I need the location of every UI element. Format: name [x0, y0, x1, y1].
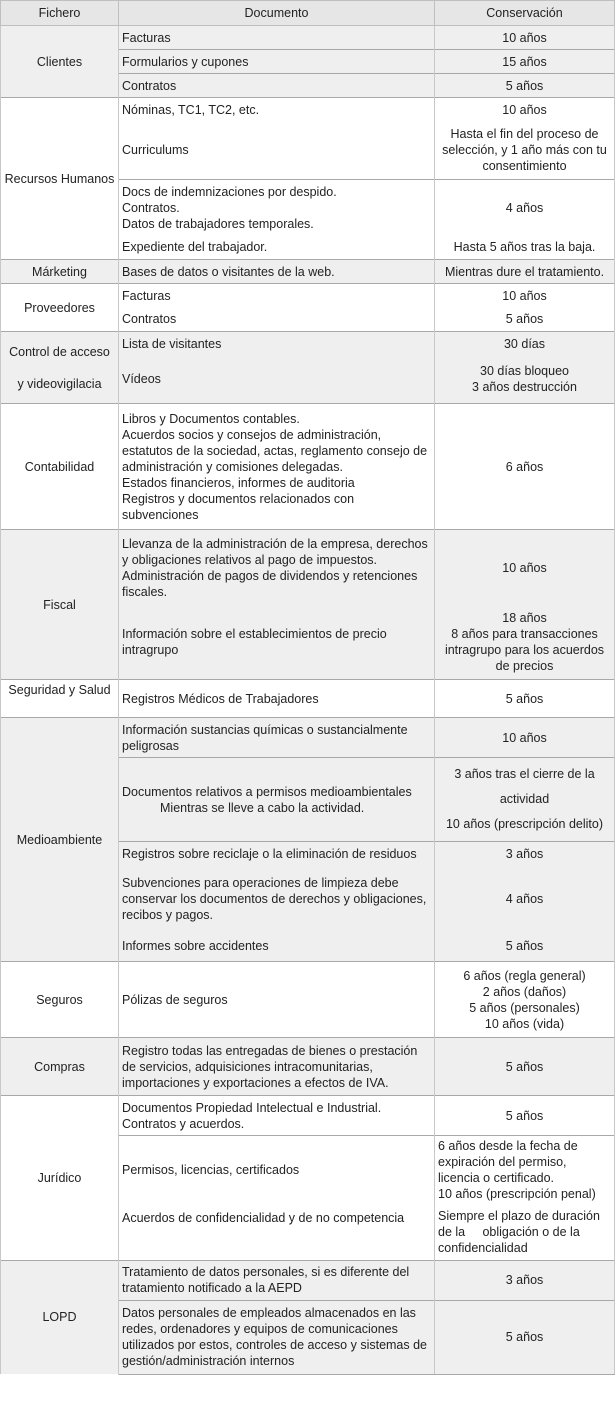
- table-row: [1, 962, 615, 1038]
- doc-cell: Registros Médicos de Trabajadores: [119, 680, 435, 718]
- table-row: [1, 332, 615, 356]
- table-row: [1, 1096, 615, 1136]
- doc-line: Documentos relativos a permisos medioambientales: [122, 784, 412, 799]
- keep-cell: 5 años: [435, 1300, 615, 1374]
- keep-cell: [435, 962, 615, 1038]
- keep-cell: 10 años: [435, 530, 615, 606]
- doc-cell: Permisos, licencias, certificados: [119, 1136, 435, 1205]
- keep-line: 6 años (regla general): [463, 968, 586, 983]
- fichero-medioambiente: Medioambiente: [1, 718, 119, 962]
- doc-cell: [119, 404, 435, 530]
- doc-line: Llevanza de la administración de la empresa, derechos y obligaciones relativos al pago de impuestos.: [122, 536, 428, 567]
- keep-cell: Hasta 5 años tras la baja.: [435, 236, 615, 260]
- keep-cell: 5 años: [435, 932, 615, 962]
- doc-line: Documentos Propiedad Intelectual e Industrial.: [122, 1100, 382, 1115]
- doc-cell: [119, 1096, 435, 1136]
- fichero-recursos-humanos: Recursos Humanos: [1, 98, 119, 260]
- keep-cell: Mientras dure el tratamiento.: [435, 260, 615, 284]
- keep-cell: 10 años: [435, 718, 615, 758]
- header-documento: Documento: [119, 1, 435, 26]
- keep-cell: 5 años: [435, 308, 615, 332]
- keep-cell: [435, 606, 615, 680]
- fichero-seguros: Seguros: [1, 962, 119, 1038]
- table-row: [1, 404, 615, 530]
- doc-cell: Subvenciones para operaciones de limpieza debe conservar los documentos de derechos y obligaciones, recibos y pagos.: [119, 866, 435, 932]
- keep-cell: 5 años: [435, 74, 615, 98]
- keep-line: 5 años (personales): [469, 1000, 580, 1015]
- doc-line: Acuerdos socios y consejos de administración, estatutos de la sociedad, actas, reglamento consejo de administración y comisiones delegadas.: [122, 427, 428, 474]
- keep-cell: 10 años: [435, 26, 615, 50]
- fichero-marketing: Márketing: [1, 260, 119, 284]
- doc-cell: Registro todas las entregadas de bienes o prestación de servicios, adquisiciones intracomunitarias, importaciones y exportaciones a efectos de IVA.: [119, 1038, 435, 1096]
- doc-line: Contratos y acuerdos.: [122, 1116, 245, 1131]
- fichero-control-acceso: [1, 332, 119, 404]
- table-header-row: [1, 1, 615, 26]
- fichero-clientes: Clientes: [1, 26, 119, 98]
- doc-cell: Pólizas de seguros: [119, 962, 435, 1038]
- keep-cell: 10 años: [435, 98, 615, 122]
- fichero-seguridad-salud: Seguridad y Salud: [1, 680, 119, 718]
- doc-line: Docs de indemnizaciones por despido.: [122, 184, 337, 199]
- doc-cell: Contratos: [119, 308, 435, 332]
- doc-cell: Lista de visitantes: [119, 332, 435, 356]
- doc-cell: Formularios y cupones: [119, 50, 435, 74]
- table-row: [1, 1260, 615, 1300]
- doc-line: Datos de trabajadores temporales.: [122, 216, 314, 231]
- fichero-fiscal: Fiscal: [1, 530, 119, 680]
- keep-line: 8 años para transacciones intragrupo para los acuerdos de precios: [444, 627, 605, 674]
- keep-cell: Hasta el fin del proceso de selección, y 1 año más con tu consentimiento: [435, 122, 615, 180]
- table-row: [1, 98, 615, 122]
- doc-cell: Información sobre el establecimientos de precio intragrupo: [119, 606, 435, 680]
- keep-line: 10 años (vida): [484, 1016, 565, 1031]
- keep-line: 3 años destrucción: [472, 380, 577, 395]
- keep-cell: 5 años: [435, 1096, 615, 1136]
- doc-cell: Registros sobre reciclaje o la eliminación de residuos: [119, 842, 435, 866]
- doc-cell: Facturas: [119, 284, 435, 308]
- doc-cell: Facturas: [119, 26, 435, 50]
- doc-line: Estados financieros, informes de auditoria: [122, 475, 355, 490]
- table-row: [1, 1038, 615, 1096]
- doc-cell: Vídeos: [119, 356, 435, 404]
- fichero-lopd: LOPD: [1, 1260, 119, 1374]
- doc-cell: Tratamiento de datos personales, si es diferente del tratamiento notificado a la AEPD: [119, 1260, 435, 1300]
- doc-cell: Datos personales de empleados almacenados en las redes, ordenadores y equipos de comunicaciones utilizados por estos, controles de acceso y sistemas de gestión/administración internos: [119, 1300, 435, 1374]
- keep-cell: 3 años: [435, 842, 615, 866]
- header-fichero: Fichero: [1, 1, 119, 26]
- doc-cell: Contratos: [119, 74, 435, 98]
- keep-cell: 5 años: [435, 680, 615, 718]
- keep-cell: 4 años: [435, 866, 615, 932]
- keep-line: 3 años tras el cierre de la actividad: [454, 767, 595, 806]
- table-row: [1, 530, 615, 606]
- doc-cell: [119, 530, 435, 606]
- keep-cell: [435, 356, 615, 404]
- doc-cell: [119, 180, 435, 236]
- fichero-line: Control de acceso: [9, 344, 110, 359]
- keep-line: 2 años (daños): [482, 984, 567, 999]
- keep-cell: 3 años: [435, 1260, 615, 1300]
- doc-cell: Expediente del trabajador.: [119, 236, 435, 260]
- header-conservacion: Conservación: [435, 1, 615, 26]
- doc-line: Administración de pagos de dividendos y retenciones fiscales.: [122, 568, 418, 599]
- table-row: [1, 260, 615, 284]
- table-row: [1, 26, 615, 50]
- keep-line: 30 días bloqueo: [480, 364, 569, 379]
- fichero-proveedores: Proveedores: [1, 284, 119, 332]
- keep-line: 10 años (prescripción penal): [438, 1187, 596, 1201]
- keep-cell: 30 días: [435, 332, 615, 356]
- doc-cell: Bases de datos o visitantes de la web.: [119, 260, 435, 284]
- doc-line: Registros y documentos relacionados con subvenciones: [122, 491, 355, 522]
- doc-cell: Informes sobre accidentes: [119, 932, 435, 962]
- keep-cell: 5 años: [435, 1038, 615, 1096]
- doc-cell: [119, 758, 435, 842]
- keep-line: 6 años desde la fecha de expiración del permiso, licencia o certificado.: [438, 1139, 578, 1185]
- fichero-compras: Compras: [1, 1038, 119, 1096]
- fichero-line: y videovigilacia: [17, 376, 102, 391]
- keep-line: 18 años: [502, 611, 547, 626]
- fichero-contabilidad: Contabilidad: [1, 404, 119, 530]
- table-row: [1, 718, 615, 758]
- keep-cell: Siempre el plazo de duración de la obligación o de la confidencialidad: [435, 1204, 615, 1260]
- keep-line: 10 años (prescripción delito): [445, 817, 604, 831]
- keep-cell: [435, 1136, 615, 1205]
- doc-line: Contratos.: [122, 200, 180, 215]
- doc-line: Libros y Documentos contables.: [122, 411, 300, 426]
- table-row: [1, 680, 615, 718]
- keep-cell: 6 años: [435, 404, 615, 530]
- doc-cell: Acuerdos de confidencialidad y de no competencia: [119, 1204, 435, 1260]
- keep-cell: 4 años: [435, 180, 615, 236]
- keep-cell: 10 años: [435, 284, 615, 308]
- table-row: [1, 284, 615, 308]
- doc-line: Mientras se lleve a cabo la actividad.: [160, 800, 365, 815]
- doc-cell: Curriculums: [119, 122, 435, 180]
- doc-cell: Información sustancias químicas o sustancialmente peligrosas: [119, 718, 435, 758]
- keep-cell: [435, 758, 615, 842]
- fichero-juridico: Jurídico: [1, 1096, 119, 1261]
- keep-cell: 15 años: [435, 50, 615, 74]
- doc-cell: Nóminas, TC1, TC2, etc.: [119, 98, 435, 122]
